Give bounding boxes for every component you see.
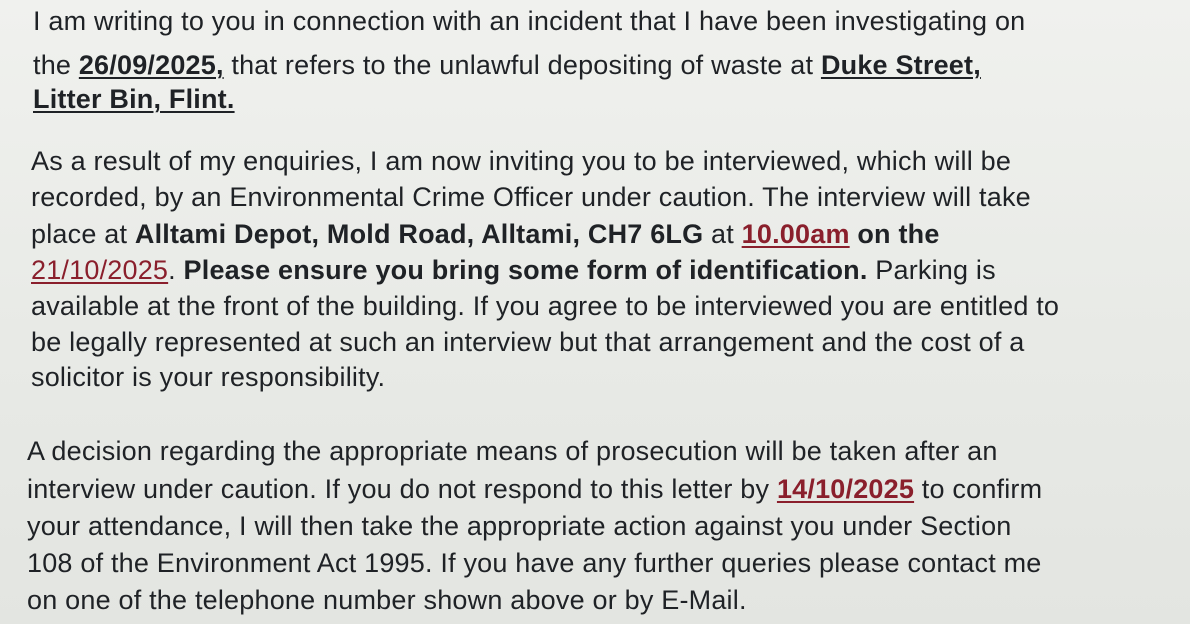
- p3-line2: interview under caution. If you do not respond to this letter by 14/10/2025 to confirm: [27, 474, 1043, 504]
- p1-line3: [33, 86, 235, 113]
- p3-line5: on one of the telephone number shown above or by E-Mail.: [27, 585, 747, 615]
- p2-line5: available at the front of the building. If you agree to be interviewed you are entitled to: [31, 291, 1060, 321]
- incident-date: 26/09/2025,: [78, 50, 224, 80]
- p1-line2: the 26/09/2025, that refers to the unlawful depositing of waste at Duke Street,: [33, 50, 981, 80]
- p3-line3: your attendance, I will then take the appropriate action against you under Section: [27, 511, 1012, 541]
- p3-line4: 108 of the Environment Act 1995. If you have any further queries please contact me: [27, 548, 1042, 578]
- incident-location-cont: Litter Bin, Flint.: [33, 84, 235, 114]
- incident-location: Duke Street,: [820, 50, 981, 80]
- p2-line1: As a result of my enquiries, I am now inviting you to be interviewed, which will be: [31, 146, 1012, 176]
- interview-date: 21/10/2025: [31, 255, 169, 285]
- interview-time: 10.00am: [741, 219, 850, 249]
- p2-line4: 21/10/2025. Please ensure you bring some form of identification. Parking is: [31, 255, 996, 285]
- p1-line1: I am writing to you in connection with an incident that I have been investigating on: [33, 6, 1026, 36]
- p2-line2: recorded, by an Environmental Crime Officer under caution. The interview will take: [31, 182, 1031, 212]
- p2-line3: place at Alltami Depot, Mold Road, Alltami, CH7 6LG at 10.00am on the: [31, 219, 940, 249]
- p2-line7: solicitor is your responsibility.: [31, 362, 386, 392]
- response-deadline: 14/10/2025: [776, 474, 915, 504]
- p3-line1: A decision regarding the appropriate means of prosecution will be taken after an: [27, 436, 998, 466]
- p2-line6: be legally represented at such an interview but that arrangement and the cost of a: [31, 327, 1025, 357]
- identification-notice: Please ensure you bring some form of identification.: [183, 255, 868, 285]
- interview-address: Alltami Depot, Mold Road, Alltami, CH7 6LG: [134, 219, 704, 249]
